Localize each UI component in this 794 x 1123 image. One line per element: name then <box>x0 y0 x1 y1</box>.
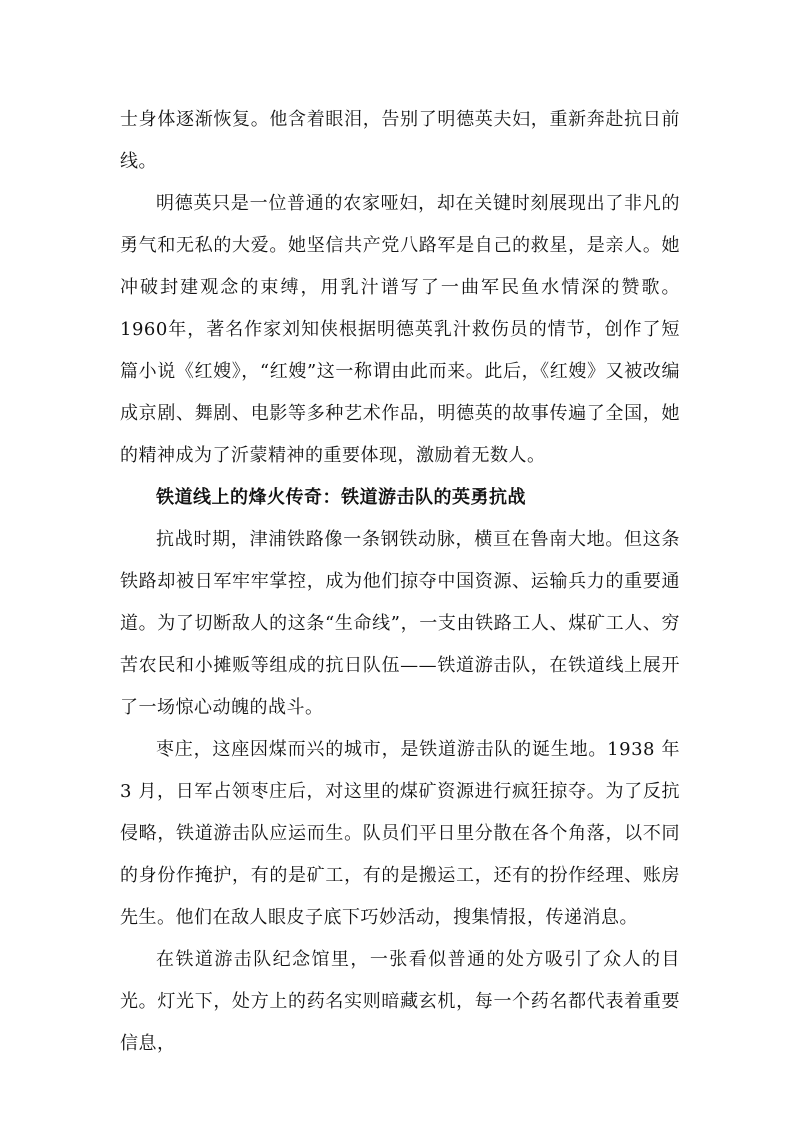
paragraph-zaozhuang: 枣庄，这座因煤而兴的城市，是铁道游击队的诞生地。1938 年 3 月，日军占领枣庄后，对这里的煤矿资源进行疯狂掠夺。为了反抗侵略，铁道游击队应运而生。队员们平日里分散在各个角落，以不同的身份作掩护，有的是矿工，有的是搬运工，还有的扮作经理、账房先生。他们在敌人眼皮子底下巧妙活动，搜集情报，传递消息。 <box>120 739 680 928</box>
paragraph-railway-intro: 抗战时期，津浦铁路像一条钢铁动脉，横亘在鲁南大地。但这条铁路却被日军牢牢掌控，成为他们掠夺中国资源、运输兵力的重要通道。为了切断敌人的这条“生命线”，一支由铁路工人、煤矿工人、穷苦农民和小摊贩等组成的抗日队伍——铁道游击队，在铁道线上展开了一场惊心动魄的战斗。 <box>120 529 680 718</box>
section-heading: 铁道线上的烽火传奇：铁道游击队的英勇抗战 <box>156 487 526 508</box>
document-page <box>120 99 680 1065</box>
paragraph-continued: 士身体逐渐恢复。他含着眼泪，告别了明德英夫妇，重新奔赴抗日前线。 <box>120 109 680 172</box>
paragraph-hongsao: 明德英只是一位普通的农家哑妇，却在关键时刻展现出了非凡的勇气和无私的大爱。她坚信共产党八路军是自己的救星，是亲人。她冲破封建观念的束缚，用乳汁谱写了一曲军民鱼水情深的赞歌。1960年，著名作家刘知侠根据明德英乳汁救伤员的情节，创作了短篇小说《红嫂》，“红嫂”这一称谓由此而来。此后，《红嫂》又被改编成京剧、舞剧、电影等多种艺术作品，明德英的故事传遍了全国，她的精神成为了沂蒙精神的重要体现，激励着无数人。 <box>120 193 680 466</box>
paragraph-museum: 在铁道游击队纪念馆里，一张看似普通的处方吸引了众人的目光。灯光下，处方上的药名实则暗藏玄机，每一个药名都代表着重要信息， <box>120 949 680 1054</box>
